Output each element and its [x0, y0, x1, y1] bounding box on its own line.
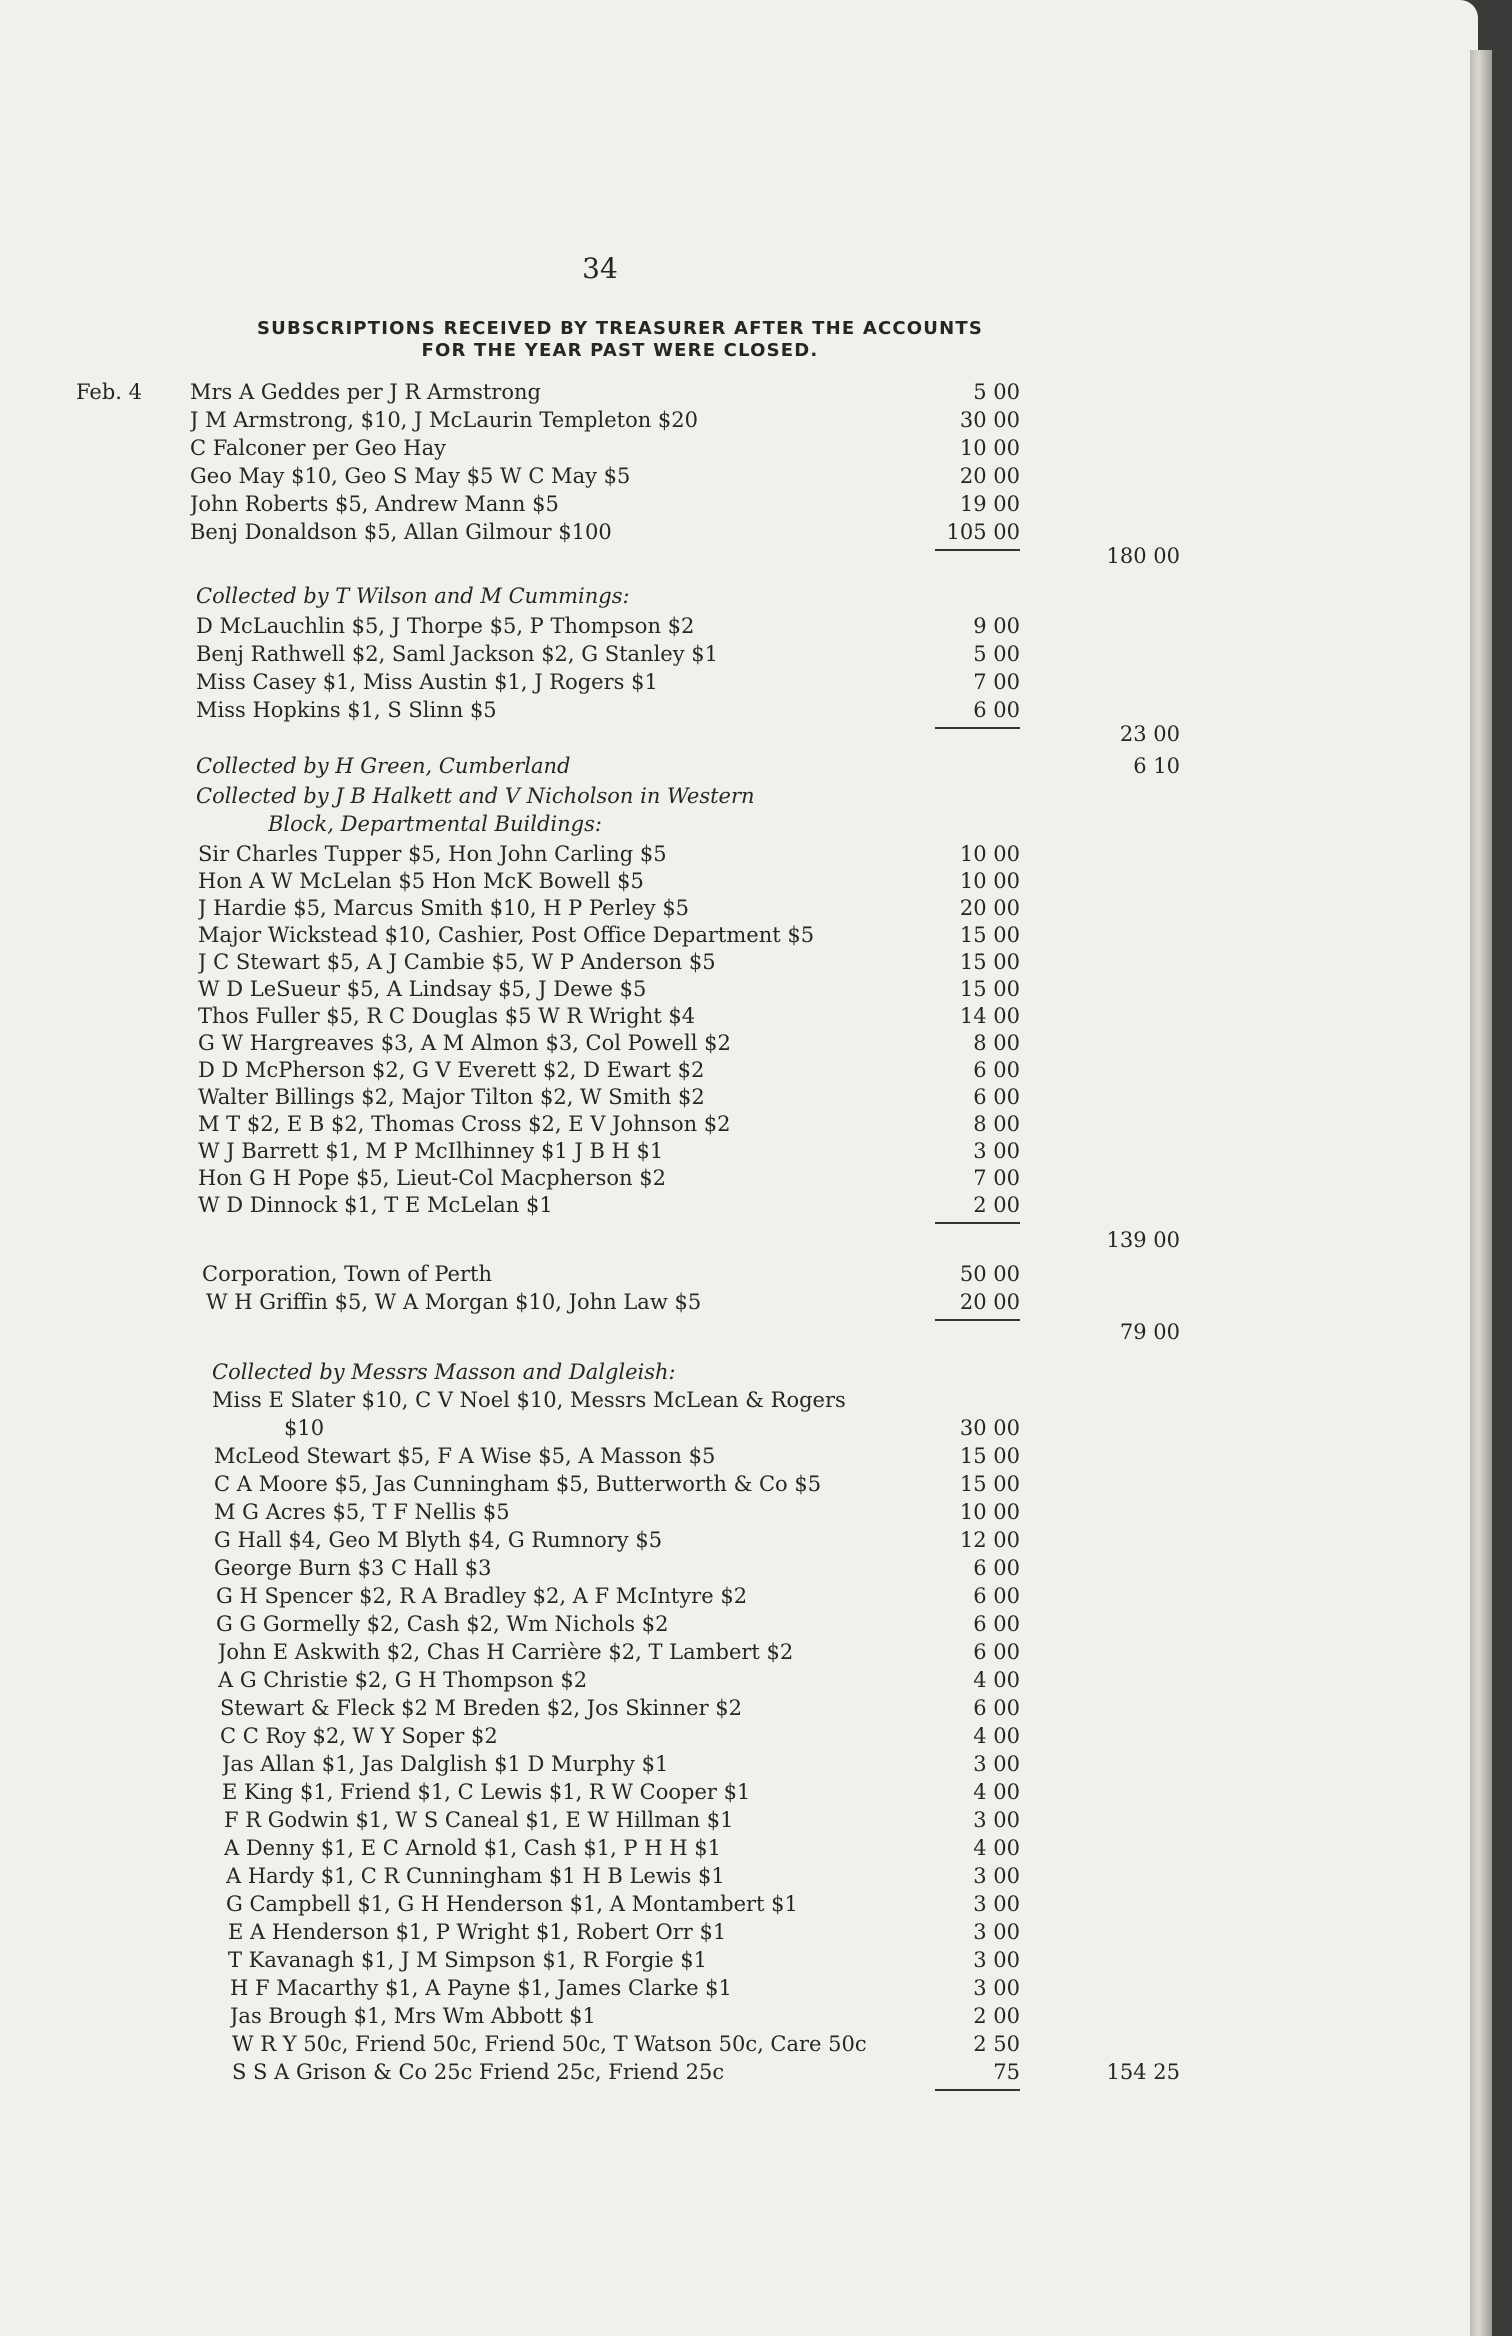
entry-label: E A Henderson $1, P Wright $1, Robert Orr $1 [228, 1920, 727, 1944]
ledger-row [0, 668, 1478, 696]
ledger-row [0, 1694, 1478, 1722]
entry-amount: 7 00 [973, 1166, 1020, 1190]
ledger-row [0, 582, 1478, 610]
ledger-row [0, 1137, 1478, 1165]
ledger-row [0, 752, 1478, 780]
entry-label: F R Godwin $1, W S Caneal $1, E W Hillman $1 [224, 1808, 734, 1832]
entry-label: McLeod Stewart $5, F A Wise $5, A Masson $5 [214, 1444, 716, 1468]
entry-amount: 50 00 [959, 1262, 1020, 1286]
entry-amount: 20 00 [959, 1290, 1020, 1314]
entry-label: Miss Hopkins $1, S Slinn $5 [196, 698, 497, 722]
entry-label: D D McPherson $2, G V Everett $2, D Ewart $2 [198, 1058, 705, 1082]
entry-label: M G Acres $5, T F Nellis $5 [214, 1500, 510, 1524]
entry-label: W J Barrett $1, M P McIlhinney $1 J B H $1 [198, 1139, 664, 1163]
ledger-row [0, 782, 1478, 810]
heading-line-2: FOR THE YEAR PAST WERE CLOSED. [421, 340, 819, 361]
entry-label: A Hardy $1, C R Cunningham $1 H B Lewis $1 [226, 1864, 725, 1888]
ledger-row [0, 948, 1478, 976]
entry-amount: 3 00 [973, 1892, 1020, 1916]
entry-amount: 10 00 [959, 869, 1020, 893]
ledger-row [0, 1722, 1478, 1750]
entry-label: W D LeSueur $5, A Lindsay $5, J Dewe $5 [198, 977, 647, 1001]
entry-amount: 4 00 [973, 1780, 1020, 1804]
ledger-row [0, 1226, 1478, 1254]
ledger-row [0, 1778, 1478, 1806]
entry-label: Sir Charles Tupper $5, Hon John Carling $5 [198, 842, 667, 866]
entry-label: Miss E Slater $10, C V Noel $10, Messrs McLean & Rogers [212, 1388, 846, 1412]
ledger-row [0, 1750, 1478, 1778]
entry-amount: 14 00 [959, 1004, 1020, 1028]
entry-label: Geo May $10, Geo S May $5 W C May $5 [190, 464, 631, 488]
entry-label: Walter Billings $2, Major Tilton $2, W Smith $2 [198, 1085, 705, 1109]
entry-amount: 2 00 [973, 1193, 1020, 1217]
entry-amount: 10 00 [959, 842, 1020, 866]
ledger-row [0, 1056, 1478, 1084]
ledger-row [0, 840, 1478, 868]
ledger-row [0, 2002, 1478, 2030]
ledger-row [0, 1582, 1478, 1610]
entry-amount: 8 00 [973, 1112, 1020, 1136]
ledger-row [0, 1666, 1478, 1694]
ledger-row [0, 1386, 1478, 1414]
entry-amount: 3 00 [973, 1920, 1020, 1944]
entry-label: J M Armstrong, $10, J McLaurin Templeton $20 [190, 408, 699, 432]
entry-amount: 15 00 [959, 1444, 1020, 1468]
entry-label: C Falconer per Geo Hay [190, 436, 446, 460]
ledger-row [0, 1554, 1478, 1582]
entry-amount: 6 00 [973, 1556, 1020, 1580]
ledger-row [0, 1974, 1478, 2002]
entry-amount: 6 00 [973, 1058, 1020, 1082]
entry-amount: 20 00 [959, 896, 1020, 920]
sum-rule [935, 1222, 1020, 1224]
entry-amount: 30 00 [959, 1416, 1020, 1440]
ledger-row [0, 1806, 1478, 1834]
ledger-row [0, 490, 1478, 518]
entry-label: J Hardie $5, Marcus Smith $10, H P Perley $5 [198, 896, 690, 920]
entry-label: Major Wickstead $10, Cashier, Post Office Department $5 [198, 923, 815, 947]
entry-amount: 3 00 [973, 1976, 1020, 2000]
entry-amount: 7 00 [973, 670, 1020, 694]
entry-label: W D Dinnock $1, T E McLelan $1 [198, 1193, 553, 1217]
entry-amount: 6 00 [973, 1584, 1020, 1608]
entry-label: T Kavanagh $1, J M Simpson $1, R Forgie $1 [228, 1948, 708, 1972]
entry-amount: 10 00 [959, 436, 1020, 460]
entry-amount: 6 00 [973, 1085, 1020, 1109]
entry-amount: 105 00 [946, 520, 1020, 544]
entry-amount: 3 00 [973, 1139, 1020, 1163]
ledger-row [0, 462, 1478, 490]
ledger-row [0, 1191, 1478, 1219]
ledger-row [0, 1110, 1478, 1138]
entry-label: G Hall $4, Geo M Blyth $4, G Rumnory $5 [214, 1528, 663, 1552]
entry-amount: 6 00 [973, 698, 1020, 722]
ledger-row [0, 1288, 1478, 1316]
entry-amount: 30 00 [959, 408, 1020, 432]
entry-label: Thos Fuller $5, R C Douglas $5 W R Wright $4 [198, 1004, 696, 1028]
sum-rule [935, 2089, 1020, 2091]
entry-label: W H Griffin $5, W A Morgan $10, John Law $5 [206, 1290, 702, 1314]
entry-label: Corporation, Town of Perth [202, 1262, 492, 1286]
ledger-row [0, 1862, 1478, 1890]
ledger-row [0, 1083, 1478, 1111]
entry-amount: 3 00 [973, 1864, 1020, 1888]
entry-amount: 15 00 [959, 950, 1020, 974]
entry-label: G W Hargreaves $3, A M Almon $3, Col Powell $2 [198, 1031, 731, 1055]
ledger-row [0, 1498, 1478, 1526]
entry-amount: 20 00 [959, 464, 1020, 488]
ledger-row [0, 378, 1478, 406]
entry-label: Hon A W McLelan $5 Hon McK Bowell $5 [198, 869, 644, 893]
ledger-row [0, 1318, 1478, 1346]
entry-label: George Burn $3 C Hall $3 [214, 1556, 492, 1580]
entry-amount: 6 00 [973, 1696, 1020, 1720]
collector-heading: Collected by T Wilson and M Cummings: [196, 584, 630, 608]
ledger-row [0, 1260, 1478, 1288]
entry-label: A G Christie $2, G H Thompson $2 [218, 1668, 588, 1692]
entry-label: H F Macarthy $1, A Payne $1, James Clarke $1 [230, 1976, 732, 2000]
entry-label: M T $2, E B $2, Thomas Cross $2, E V Johnson $2 [198, 1112, 731, 1136]
entry-amount: 3 00 [973, 1808, 1020, 1832]
collector-heading: Collected by J B Halkett and V Nicholson in Western [196, 784, 755, 808]
entry-amount: 4 00 [973, 1668, 1020, 1692]
subtotal: 154 25 [1106, 2060, 1180, 2084]
entry-label: J C Stewart $5, A J Cambie $5, W P Anderson $5 [198, 950, 716, 974]
entry-label: John Roberts $5, Andrew Mann $5 [190, 492, 559, 516]
entry-amount: 2 50 [973, 2032, 1020, 2056]
ledger-row [0, 975, 1478, 1003]
entry-label: Stewart & Fleck $2 M Breden $2, Jos Skinner $2 [220, 1696, 743, 1720]
ledger-row [0, 612, 1478, 640]
ledger-row [0, 1442, 1478, 1470]
collector-heading: Block, Departmental Buildings: [268, 812, 602, 836]
entry-amount: 5 00 [973, 380, 1020, 404]
collector-heading: Collected by Messrs Masson and Dalgleish: [212, 1360, 676, 1384]
ledger-row [0, 2030, 1478, 2058]
entry-label: D McLauchlin $5, J Thorpe $5, P Thompson $2 [196, 614, 695, 638]
entry-amount: 3 00 [973, 1948, 1020, 1972]
entry-amount: 6 00 [973, 1612, 1020, 1636]
entry-label: Mrs A Geddes per J R Armstrong [190, 380, 541, 404]
entry-amount: 15 00 [959, 1472, 1020, 1496]
ledger-row [0, 1918, 1478, 1946]
entry-label: Benj Donaldson $5, Allan Gilmour $100 [190, 520, 612, 544]
entry-amount: 6 00 [973, 1640, 1020, 1664]
page-number: 34 [582, 252, 618, 285]
entry-amount: 10 00 [959, 1500, 1020, 1524]
ledger-row [0, 810, 1478, 838]
entry-amount: 3 00 [973, 1752, 1020, 1776]
entry-label: Benj Rathwell $2, Saml Jackson $2, G Stanley $1 [196, 642, 718, 666]
ledger-row [0, 1470, 1478, 1498]
entry-amount: 15 00 [959, 977, 1020, 1001]
ledger-row [0, 1164, 1478, 1192]
entry-label: W R Y 50c, Friend 50c, Friend 50c, T Watson 50c, Care 50c [232, 2032, 867, 2056]
ledger-row [0, 406, 1478, 434]
ledger-row [0, 1414, 1478, 1442]
entry-amount: 9 00 [973, 614, 1020, 638]
entry-label: C C Roy $2, W Y Soper $2 [220, 1724, 498, 1748]
entry-label: A Denny $1, E C Arnold $1, Cash $1, P H H $1 [224, 1836, 721, 1860]
entry-label: S S A Grison & Co 25c Friend 25c, Friend 25c [232, 2060, 725, 2084]
entry-label: $10 [284, 1416, 325, 1440]
entry-label: Hon G H Pope $5, Lieut-Col Macpherson $2 [198, 1166, 666, 1190]
heading-line-1: SUBSCRIPTIONS RECEIVED BY TREASURER AFTER THE ACCOUNTS [256, 318, 984, 339]
ledger-row [0, 1638, 1478, 1666]
subtotal: 79 00 [1119, 1320, 1180, 1344]
ledger-row [0, 867, 1478, 895]
entry-label: G G Gormelly $2, Cash $2, Wm Nichols $2 [216, 1612, 669, 1636]
ledger-row [0, 894, 1478, 922]
ledger-row [0, 2058, 1478, 2086]
subtotal: 180 00 [1106, 544, 1180, 568]
entry-label: John E Askwith $2, Chas H Carrière $2, T Lambert $2 [218, 1640, 794, 1664]
subtotal: 139 00 [1106, 1228, 1180, 1252]
entry-amount: 15 00 [959, 923, 1020, 947]
ledger-row [0, 921, 1478, 949]
ledger-row [0, 1526, 1478, 1554]
entry-amount: 8 00 [973, 1031, 1020, 1055]
ledger-row [0, 640, 1478, 668]
entry-amount: 4 00 [973, 1836, 1020, 1860]
entry-label: G Campbell $1, G H Henderson $1, A Montambert $1 [226, 1892, 798, 1916]
ledger-row [0, 1029, 1478, 1057]
entry-amount: 5 00 [973, 642, 1020, 666]
entry-label: Miss Casey $1, Miss Austin $1, J Rogers $1 [196, 670, 658, 694]
ledger-row [0, 542, 1478, 570]
entry-amount: 75 [993, 2060, 1020, 2084]
entry-amount: 4 00 [973, 1724, 1020, 1748]
ledger-row [0, 1946, 1478, 1974]
entry-date: Feb. 4 [76, 380, 143, 404]
ledger-row [0, 1890, 1478, 1918]
ledger-row [0, 434, 1478, 462]
ledger-row [0, 720, 1478, 748]
entry-amount: 12 00 [959, 1528, 1020, 1552]
entry-label: G H Spencer $2, R A Bradley $2, A F McIntyre $2 [216, 1584, 748, 1608]
entry-label: Jas Brough $1, Mrs Wm Abbott $1 [230, 2004, 596, 2028]
ledger-row [0, 1834, 1478, 1862]
ledger-row [0, 1002, 1478, 1030]
subtotal: 23 00 [1119, 722, 1180, 746]
entry-amount: 2 00 [973, 2004, 1020, 2028]
entry-label: C A Moore $5, Jas Cunningham $5, Butterworth & Co $5 [214, 1472, 822, 1496]
entry-label: E King $1, Friend $1, C Lewis $1, R W Cooper $1 [222, 1780, 751, 1804]
entry-amount: 19 00 [959, 492, 1020, 516]
ledger-row [0, 1358, 1478, 1386]
entry-label: Jas Allan $1, Jas Dalglish $1 D Murphy $1 [222, 1752, 669, 1776]
collector-heading: Collected by H Green, Cumberland [196, 754, 571, 778]
subtotal: 6 10 [1133, 754, 1180, 778]
ledger-row [0, 1610, 1478, 1638]
